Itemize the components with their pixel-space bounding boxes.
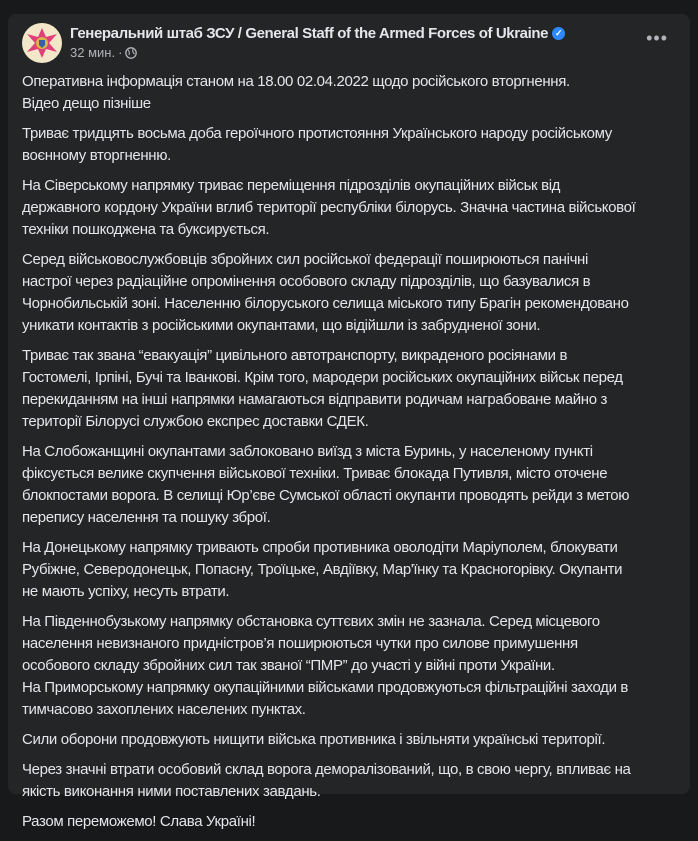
post-line: Оперативна інформація станом на 18.00 02.04.2022 щодо російського вторгнення. [22, 73, 570, 90]
post-text [22, 71, 682, 841]
post-line: перекиданням на інші напрямки намагаються відправити родичам награбоване майно з [22, 391, 608, 408]
post-paragraph [22, 441, 682, 529]
post-line: тимчасово захоплених населених пунктах. [22, 701, 306, 718]
post-paragraph [22, 345, 682, 433]
globe-icon [125, 47, 137, 59]
post-line: Чорнобильській зоні. Населенню білоруського селища міського типу Брагін рекомендовано [22, 295, 629, 312]
post-paragraph [22, 759, 682, 803]
post-line: Відео дещо пізніше [22, 95, 151, 112]
post-line: не мають успіху, несуть втрати. [22, 583, 230, 600]
post-meta [70, 45, 137, 60]
post-line: Триває так звана “евакуація” цивільного автотранспорту, викраденого росіянами в [22, 347, 568, 364]
post-line: Серед військовослужбовців збройних сил російської федерації поширюються панічні [22, 251, 588, 268]
post-line: державного кордону України вглиб території республіки білорусь. Значна частина військової [22, 199, 636, 216]
post-line: території Білорусі службою експрес доставки СДЕК. [22, 413, 369, 430]
post-paragraph [22, 611, 682, 721]
post-line: блокпостами ворога. В селищі Юр’єве Сумської області окупанти проводять рейди з метою [22, 487, 630, 504]
more-options-button[interactable]: ••• [646, 28, 668, 48]
post-line: Через значні втрати особовий склад ворога деморалізований, що, в свою чергу, впливає на [22, 761, 631, 778]
post-line: особового складу збройних сил так званої “ПМР” до участі у війні проти України. [22, 657, 555, 674]
post-paragraph [22, 249, 682, 337]
post-line: Гостомелі, Ірпіні, Бучі та Іванкові. Крім того, мародери російських окупаційних військ перед [22, 369, 623, 386]
post-line: На Донецькому напрямку тривають спроби противника оволодіти Маріуполем, блокувати [22, 539, 618, 556]
post-line: Триває тридцять восьма доба героїчного протистояння Українського народу російському [22, 125, 612, 142]
post-line: уникати контактів з російськими окупантами, що відійшли із забрудненої зони. [22, 317, 541, 334]
post-line: воєнному вторгненню. [22, 147, 171, 164]
post-line: населення невизнаного придністров’я поширюються чутки про силове примушення [22, 635, 578, 652]
post-line: На Сіверському напрямку триває переміщення підрозділів окупаційних військ від [22, 177, 561, 194]
post-paragraph [22, 537, 682, 603]
emblem-icon [22, 23, 62, 63]
verified-badge-icon: ✓ [552, 27, 565, 40]
post-line: настрої через радіаційне опромінення особового складу підрозділів, що базувалися в [22, 273, 591, 290]
post-paragraph [22, 729, 682, 751]
post-line: На Слобожанщині окупантами заблоковано виїзд з міста Буринь, у населеному пункті [22, 443, 593, 460]
post-card [8, 14, 690, 830]
post-paragraph [22, 811, 682, 833]
meta-separator: · [118, 45, 123, 60]
post-paragraph [22, 175, 682, 241]
post-paragraph [22, 71, 682, 115]
post-line: Рубіжне, Северодонецьк, Попасну, Троїцьке, Авдіївку, Мар'їнку та Красногорівку. Окупанти [22, 561, 623, 578]
post-line: Разом переможемо! Слава Україні! [22, 813, 256, 830]
post-paragraph [22, 123, 682, 167]
post-line: фіксується велике скупчення військової техніки. Триває блокада Путивля, місто оточене [22, 465, 608, 482]
page-name[interactable] [70, 25, 565, 42]
page-avatar[interactable] [22, 23, 62, 63]
post-line: На Приморському напрямку окупаційними військами продовжуються фільтраційні заходи в [22, 679, 629, 696]
post-line: якість виконання ними поставлених завдань. [22, 783, 321, 800]
post-line: На Південнобузькому напрямку обстановка суттєвих змін не зазнала. Серед місцевого [22, 613, 600, 630]
author-name[interactable]: Генеральний штаб ЗСУ / General Staff of the Armed Forces of Ukraine [70, 25, 549, 42]
post-line: Сили оборони продовжують нищити війська противника і звільняти українські території. [22, 731, 606, 748]
post-line: техніки пошкоджена та буксирується. [22, 221, 270, 238]
post-line: перепису населення та пошуку зброї. [22, 509, 271, 526]
post-time[interactable]: 32 мин. [70, 45, 116, 60]
